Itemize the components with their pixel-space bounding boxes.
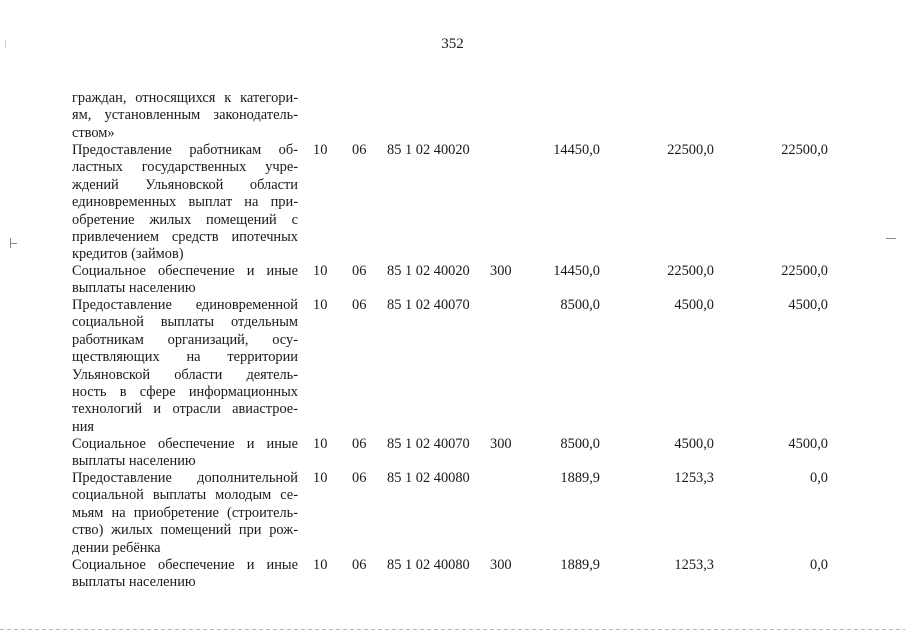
article-code: 85 1 02 40020 [387,142,470,158]
scan-edge [0,629,905,630]
description-line: ния [72,418,95,435]
row-description [72,557,298,592]
row-description [72,142,298,264]
amount-year-2: 22500,0 [667,263,714,279]
article-code: 85 1 02 40070 [387,436,470,452]
amount-year-3: 4500,0 [788,297,828,313]
row-description [72,297,298,436]
section-code: 10 [313,142,328,158]
amount-year-3: 0,0 [810,470,828,486]
scan-mark [5,40,6,48]
scan-mark [10,243,17,244]
expense-type-code: 300 [490,436,512,452]
description-line: выплаты населению [72,280,196,297]
expense-type-code: 300 [490,263,512,279]
scan-mark [886,238,896,239]
description-line: Социальное обеспечение и иные [72,557,298,573]
row-description [72,263,298,298]
subsection-code: 06 [352,557,367,573]
amount-year-2: 1253,3 [674,470,714,486]
amount-year-2: 4500,0 [674,436,714,452]
description-line: выплаты населению [72,453,196,470]
amount-year-3: 22500,0 [781,263,828,279]
description-line: дении ребёнка [72,539,161,556]
description-line: ство) жилых помещений при рож- [72,522,298,539]
amount-year-2: 22500,0 [667,142,714,158]
description-line: Ульяновской области деятель- [72,366,298,383]
row-description [72,470,298,557]
section-code: 10 [313,263,328,279]
amount-year-2: 4500,0 [674,297,714,313]
amount-year-1: 1889,9 [560,557,600,573]
description-line: Предоставление дополнительной [72,470,298,486]
description-line: Социальное обеспечение и иные [72,263,298,279]
description-line: единовременных выплат на при- [72,194,298,211]
section-code: 10 [313,557,328,573]
description-line: привлечением средств ипотечных [72,229,298,246]
description-line: работникам организаций, осу- [72,331,298,348]
description-line: ластных государственных учре- [72,159,298,176]
expense-type-code: 300 [490,557,512,573]
amount-year-1: 8500,0 [560,297,600,313]
article-code: 85 1 02 40020 [387,263,470,279]
description-line: кредитов (займов) [72,246,184,263]
amount-year-3: 4500,0 [788,436,828,452]
description-line: обретение жилых помещений с [72,211,298,228]
description-line: мьям на приобретение (строитель- [72,504,298,521]
article-code: 85 1 02 40070 [387,297,470,313]
description-line: Социальное обеспечение и иные [72,436,298,452]
amount-year-1: 8500,0 [560,436,600,452]
description-line: ством» [72,124,115,141]
amount-year-1: 1889,9 [560,470,600,486]
page-number: 352 [441,36,464,52]
article-code: 85 1 02 40080 [387,470,470,486]
description-line: Предоставление единовременной [72,297,298,313]
description-line: ществляющих на территории [72,349,298,366]
description-line: граждан, относящихся к категори- [72,90,298,106]
subsection-code: 06 [352,263,367,279]
subsection-code: 06 [352,470,367,486]
subsection-code: 06 [352,142,367,158]
description-line: Предоставление работникам об- [72,142,298,158]
description-line: ность в сфере информационных [72,384,298,401]
amount-year-2: 1253,3 [674,557,714,573]
amount-year-1: 14450,0 [553,263,600,279]
article-code: 85 1 02 40080 [387,557,470,573]
section-code: 10 [313,297,328,313]
description-line: ям, установленным законодатель- [72,107,298,124]
description-line: социальной выплаты отдельным [72,314,298,331]
subsection-code: 06 [352,297,367,313]
section-code: 10 [313,470,328,486]
description-line: выплаты населению [72,574,196,591]
row-description [72,90,298,142]
description-line: социальной выплаты молодым се- [72,487,298,504]
amount-year-3: 0,0 [810,557,828,573]
description-line: технологий и отрасли авиастрое- [72,401,298,418]
section-code: 10 [313,436,328,452]
amount-year-3: 22500,0 [781,142,828,158]
description-line: ждений Ульяновской области [72,176,298,193]
row-description [72,436,298,471]
amount-year-1: 14450,0 [553,142,600,158]
subsection-code: 06 [352,436,367,452]
